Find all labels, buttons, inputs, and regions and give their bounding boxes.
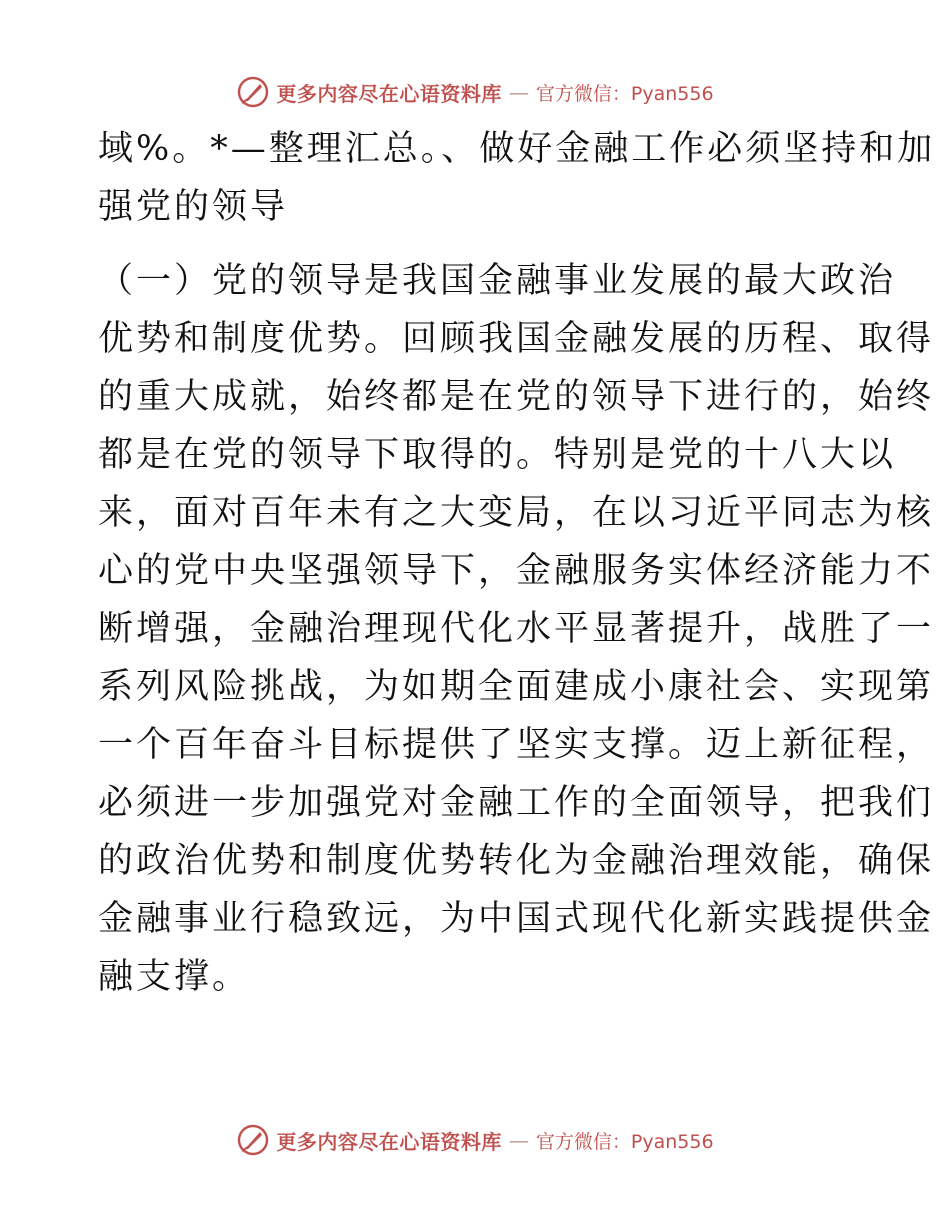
document-body [98,120,936,1006]
watermark-dash: — [508,1128,529,1152]
paragraph-line: （一）党的领导是我国金融事业发展的最大政治 [98,261,897,301]
watermark-contact-text: 官方微信：Pyan556 [535,1130,714,1153]
heading-line: 域%。*—整理汇总。、做好金融工作必须坚持和加 [98,129,936,169]
paragraph-line: 心的党中央坚强领导下，金融服务实体经济能力不 [98,551,935,591]
footer-watermark [0,1120,950,1160]
paragraph-line: 必须进一步加强党对金融工作的全面领导，把我们 [98,783,935,823]
paragraph-line: 的政治优势和制度优势转化为金融治理效能，确保 [98,841,935,881]
paragraph-line: 都是在党的领导下取得的。特别是党的十八大以 [98,435,897,475]
header-watermark [0,72,950,112]
heading-line: 强党的领导 [98,187,289,227]
body-paragraph [98,252,935,1006]
paragraph-line: 融支撑。 [98,957,251,997]
paragraph-line: 金融事业行稳致远，为中国式现代化新实践提供金 [98,899,935,939]
feather-pen-circle-icon [236,1123,270,1157]
paragraph-line: 来，面对百年未有之大变局，在以习近平同志为核 [98,493,935,533]
watermark-site-text: 更多内容尽在心语资料库 [276,1129,502,1154]
paragraph-line: 断增强，金融治理现代化水平显著提升，战胜了一 [98,609,935,649]
paragraph-line: 优势和制度优势。回顾我国金融发展的历程、取得 [98,319,935,359]
paragraph-line: 的重大成就，始终都是在党的领导下进行的，始终 [98,377,935,417]
paragraph-line: 系列风险挑战，为如期全面建成小康社会、实现第 [98,667,935,707]
watermark-dash: — [508,80,529,104]
feather-pen-circle-icon [236,75,270,109]
section-heading [98,120,936,236]
watermark-site-text: 更多内容尽在心语资料库 [276,81,502,106]
paragraph-line: 一个百年奋斗目标提供了坚实支撑。迈上新征程， [98,725,935,765]
watermark-contact-text: 官方微信：Pyan556 [535,82,714,105]
